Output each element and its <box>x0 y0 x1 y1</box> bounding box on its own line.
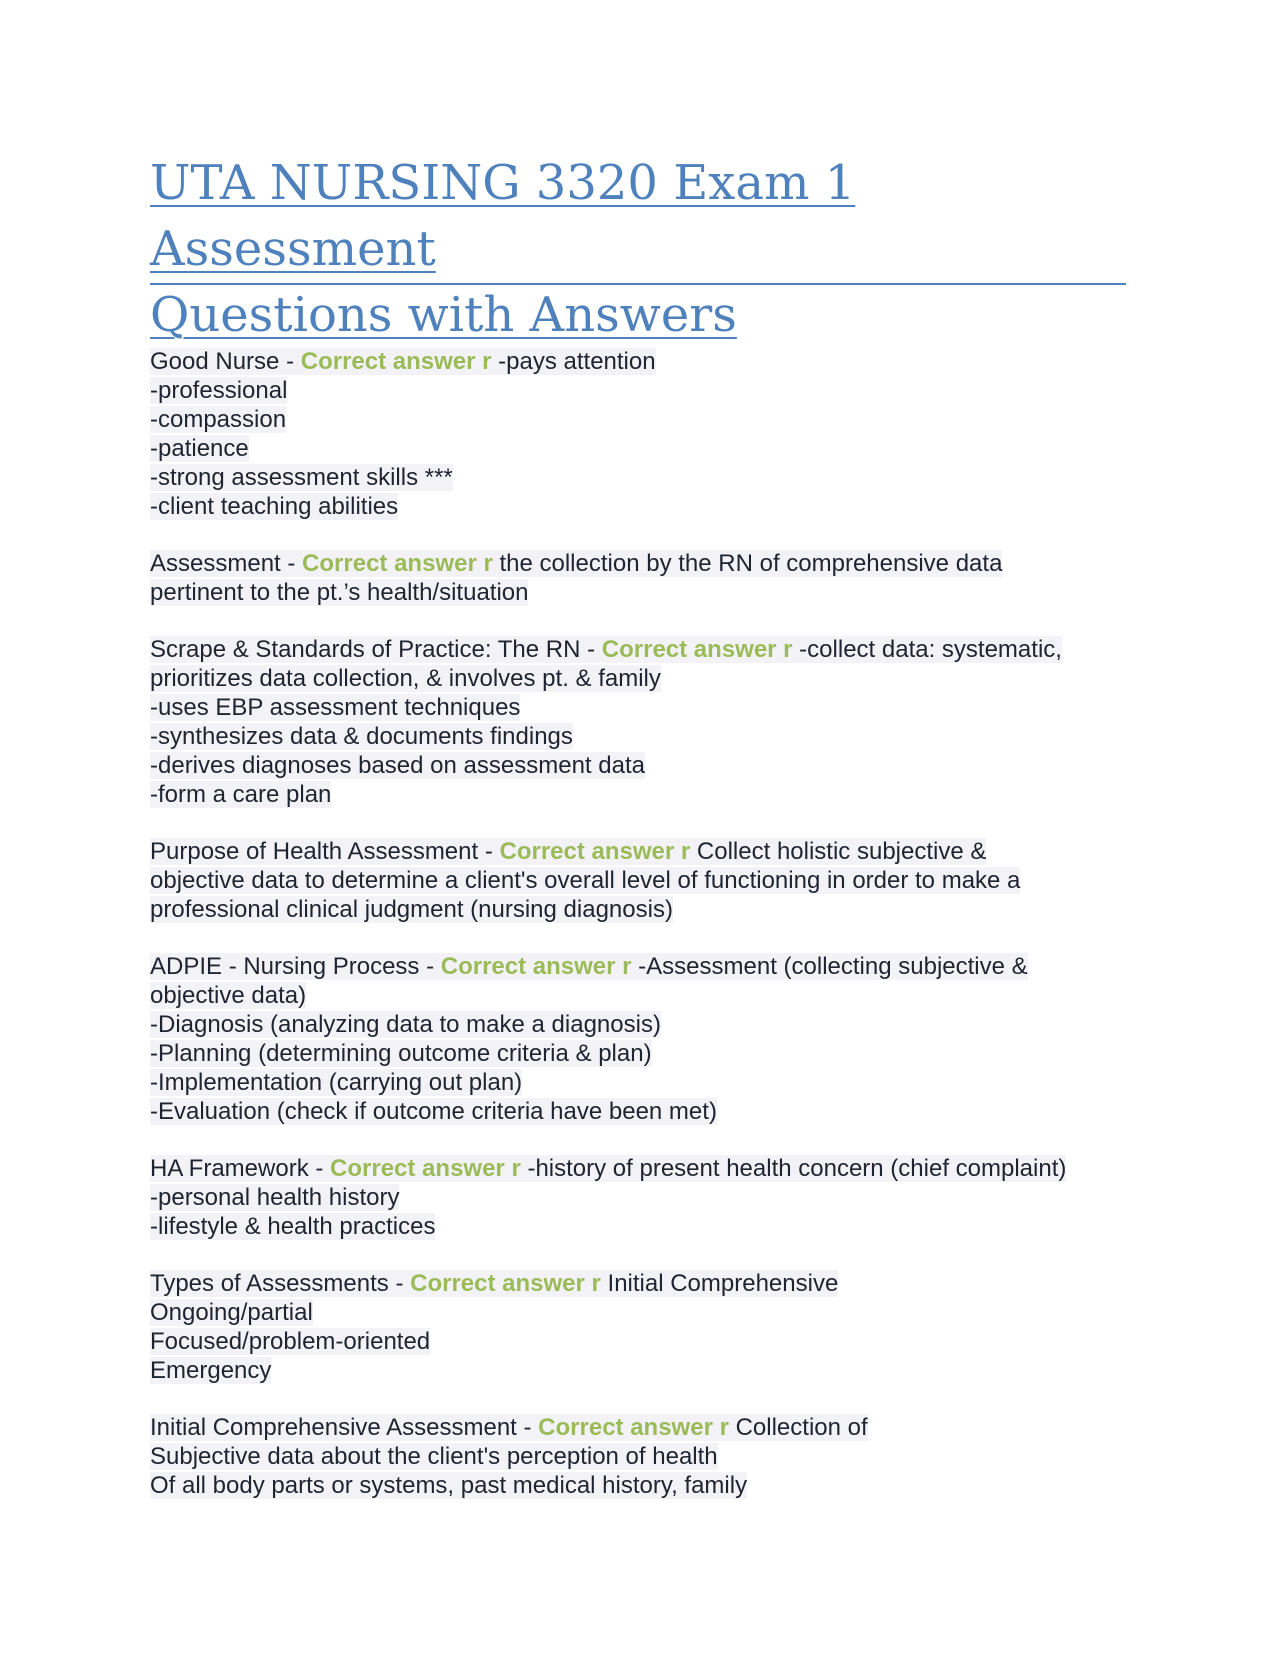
answer-line-text: -patience <box>150 435 249 462</box>
correct-answer-label: Correct answer r <box>499 838 691 865</box>
qa-first-line <box>150 635 1150 664</box>
question-text: Purpose of Health Assessment - <box>150 838 500 865</box>
answer-line <box>150 1183 1150 1212</box>
qa-first-line-text <box>150 348 656 375</box>
answer-line-text: -derives diagnoses based on assessment data <box>150 752 645 779</box>
answer-line <box>150 463 1150 492</box>
qa-first-line-text <box>150 953 1028 980</box>
answer-text: -collect data: systematic, <box>792 636 1062 663</box>
qa-first-line-text <box>150 1270 838 1297</box>
answer-line-text: Subjective data about the client's perception of health <box>150 1443 718 1470</box>
answer-line-text: Focused/problem-oriented <box>150 1328 431 1355</box>
answer-line <box>150 1471 1150 1500</box>
answer-line-text: -compassion <box>150 406 287 433</box>
answer-text: Collection of <box>728 1414 868 1441</box>
qa-first-line-text <box>150 636 1062 663</box>
answer-line <box>150 1327 1150 1356</box>
answer-line-text: Emergency <box>150 1357 272 1384</box>
page-title <box>150 150 1130 348</box>
qa-entry <box>150 347 1150 521</box>
qa-first-line <box>150 952 1150 981</box>
answer-line-text: -synthesizes data & documents findings <box>150 723 573 750</box>
answer-line <box>150 376 1150 405</box>
answer-line <box>150 1212 1150 1241</box>
qa-entry <box>150 837 1150 924</box>
answer-line <box>150 1068 1150 1097</box>
answer-line-text: prioritizes data collection, & involves pt. & family <box>150 665 661 692</box>
answer-line <box>150 895 1150 924</box>
answer-line <box>150 1010 1150 1039</box>
qa-entry <box>150 549 1150 607</box>
answer-line-text: Ongoing/partial <box>150 1299 313 1326</box>
answer-line <box>150 1356 1150 1385</box>
answer-line-text: -Evaluation (check if outcome criteria have been met) <box>150 1098 717 1125</box>
answer-line <box>150 751 1150 780</box>
qa-first-line <box>150 1413 1150 1442</box>
answer-line <box>150 664 1150 693</box>
answer-line-text: -professional <box>150 377 288 404</box>
correct-answer-label: Correct answer r <box>440 953 632 980</box>
answer-line <box>150 405 1150 434</box>
correct-answer-label: Correct answer r <box>410 1270 601 1297</box>
qa-first-line-text <box>150 1155 1066 1182</box>
qa-first-line <box>150 1269 1150 1298</box>
answer-text: Initial Comprehensive <box>600 1270 839 1297</box>
answer-text: the collection by the RN of comprehensive data <box>492 550 1003 577</box>
correct-answer-label: Correct answer r <box>601 636 793 663</box>
answer-text: -pays attention <box>491 348 656 375</box>
qa-entry <box>150 1269 1150 1385</box>
answer-line-text: objective data) <box>150 982 307 1009</box>
question-text: Assessment - <box>150 550 303 577</box>
answer-line <box>150 722 1150 751</box>
qa-first-line <box>150 347 1150 376</box>
qa-first-line-text <box>150 550 1002 577</box>
qa-entry <box>150 635 1150 809</box>
answer-line-text: -Implementation (carrying out plan) <box>150 1069 523 1096</box>
answer-line-text: -Diagnosis (analyzing data to make a diagnosis) <box>150 1011 661 1038</box>
answer-line-text: objective data to determine a client's overall level of functioning in order to make a <box>150 867 1021 894</box>
answer-line-text: -uses EBP assessment techniques <box>150 694 521 721</box>
answer-text: Collect holistic subjective & <box>690 838 987 865</box>
answer-line-text: professional clinical judgment (nursing diagnosis) <box>150 896 673 923</box>
answer-line <box>150 1298 1150 1327</box>
answer-text: -history of present health concern (chief complaint) <box>520 1155 1067 1182</box>
answer-line <box>150 1442 1150 1471</box>
correct-answer-label: Correct answer r <box>302 550 493 577</box>
answer-line-text: -personal health history <box>150 1184 400 1211</box>
title-divider <box>150 283 1126 285</box>
question-text: Good Nurse - <box>150 348 301 375</box>
qa-first-line <box>150 837 1150 866</box>
answer-line <box>150 780 1150 809</box>
answer-line-text: -strong assessment skills *** <box>150 464 453 491</box>
correct-answer-label: Correct answer r <box>330 1155 521 1182</box>
question-text: Types of Assessments - <box>150 1270 411 1297</box>
answer-line <box>150 578 1150 607</box>
correct-answer-label: Correct answer r <box>538 1414 729 1441</box>
answer-line-text: -lifestyle & health practices <box>150 1213 436 1240</box>
answer-line <box>150 434 1150 463</box>
answer-line <box>150 1039 1150 1068</box>
qa-entry <box>150 952 1150 1126</box>
question-text: Scrape & Standards of Practice: The RN - <box>150 636 602 663</box>
qa-first-line <box>150 549 1150 578</box>
answer-line-text: -client teaching abilities <box>150 493 399 520</box>
title-line-2: Questions with Answers <box>150 287 737 343</box>
answer-line-text: -form a care plan <box>150 781 332 808</box>
qa-first-line-text <box>150 838 986 865</box>
question-text: HA Framework - <box>150 1155 331 1182</box>
answer-line <box>150 866 1150 895</box>
qa-entry <box>150 1413 1150 1500</box>
question-text: ADPIE - Nursing Process - <box>150 953 441 980</box>
answer-line <box>150 1097 1150 1126</box>
qa-first-line <box>150 1154 1150 1183</box>
answer-line-text: pertinent to the pt.’s health/situation <box>150 579 529 606</box>
qa-first-line-text <box>150 1414 868 1441</box>
qa-entry <box>150 1154 1150 1241</box>
qa-list <box>150 347 1150 1528</box>
correct-answer-label: Correct answer r <box>300 348 492 375</box>
answer-line <box>150 492 1150 521</box>
answer-line <box>150 981 1150 1010</box>
answer-line-text: -Planning (determining outcome criteria & plan) <box>150 1040 652 1067</box>
answer-text: -Assessment (collecting subjective & <box>631 953 1028 980</box>
answer-line <box>150 693 1150 722</box>
question-text: Initial Comprehensive Assessment - <box>150 1414 539 1441</box>
title-line-1: UTA NURSING 3320 Exam 1 Assessment <box>150 155 856 277</box>
answer-line-text: Of all body parts or systems, past medical history, family <box>150 1472 748 1499</box>
